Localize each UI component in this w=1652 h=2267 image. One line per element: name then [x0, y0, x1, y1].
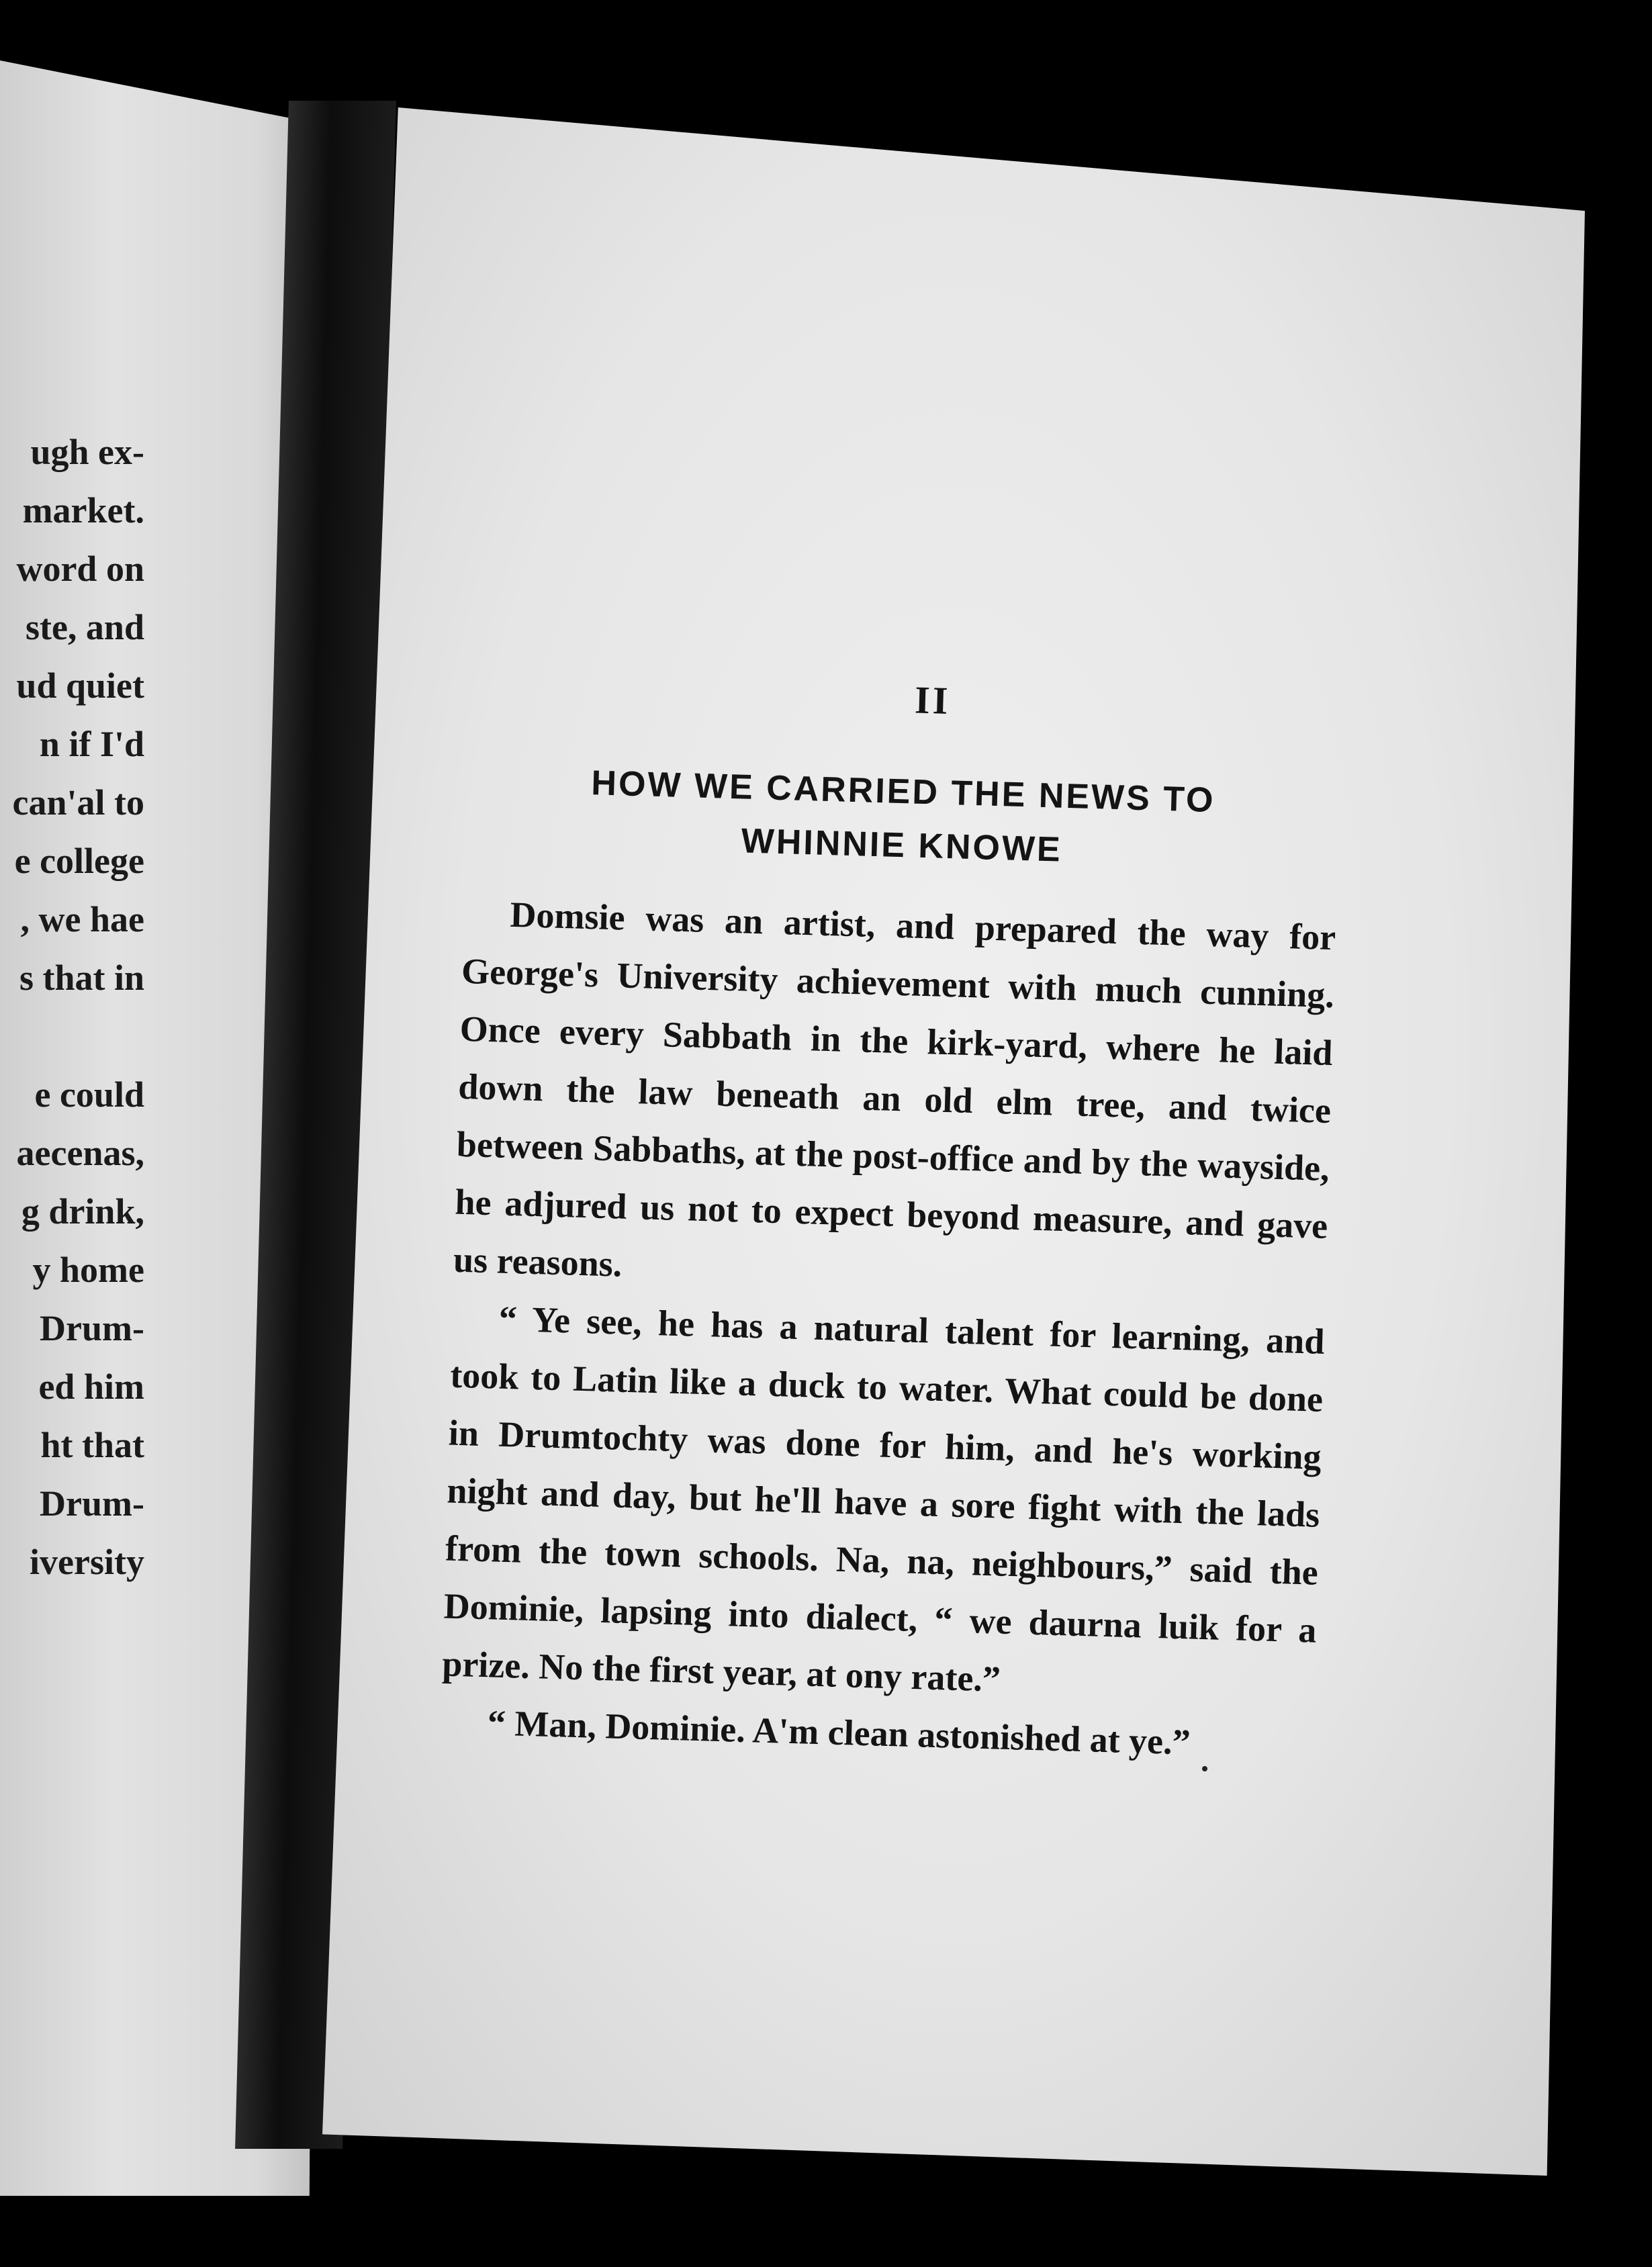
left-page-line: n if I'd [39, 724, 144, 764]
left-page-line: e college [14, 841, 144, 881]
left-page-line: ud quiet [16, 665, 144, 706]
left-page-line: ugh ex- [30, 432, 144, 472]
chapter-title-line-2: WHINNIE KNOWE [740, 821, 1063, 870]
left-page-line: ste, and [25, 607, 144, 647]
left-page-line: Drum- [40, 1483, 144, 1524]
paragraph-2: “ Ye see, he has a natural talent for learning, and took to Latin like a duck to water. What could be done in Drumtochty was done for him, and he's working night and day, but he'll have a sore fight with the lads from the town schools. Na, na, neighbours,” said the Dominie, lapsing into dialect, “ we daurna luik for a prize. No the first year, at ony rate.” [441, 1298, 1326, 1700]
left-page-line: market. [22, 490, 144, 530]
left-page-line: e could [34, 1074, 144, 1115]
chapter-content [440, 665, 1343, 1775]
left-page-line: ht that [40, 1425, 144, 1465]
left-page-line: iversity [30, 1542, 144, 1582]
left-page-line [0, 1007, 144, 1066]
left-page-line: word on [16, 549, 144, 589]
body-text [440, 884, 1337, 1775]
left-page-line: , we hae [20, 899, 144, 939]
paragraph-1: Domsie was an artist, and prepared the way for George's University achievement with much cunning. Once every Sabbath in the kirk-yard, where he laid down the law beneath an old elm tree, and twice between Sabbaths, at the post-office and by the wayside, he adjured us not to expect beyond measure, and gave us reasons. [453, 894, 1336, 1285]
left-page-line: g drink, [21, 1191, 144, 1232]
scan-speck [1202, 1766, 1207, 1771]
paragraph-3: “ Man, Dominie. A'm clean astonished at ye.” [487, 1702, 1191, 1763]
left-page-line: Drum- [40, 1308, 144, 1348]
left-page-text [0, 423, 144, 1591]
left-page-line: ed him [38, 1367, 144, 1407]
left-page-line: aecenas, [16, 1133, 144, 1173]
left-page-line: can'al to [12, 782, 144, 823]
chapter-number: II [914, 678, 952, 723]
left-page-line: s that in [19, 958, 144, 998]
chapter-title [465, 753, 1340, 884]
chapter-title-line-1: HOW WE CARRIED THE NEWS TO [590, 764, 1216, 821]
left-page-line: y home [32, 1250, 144, 1290]
